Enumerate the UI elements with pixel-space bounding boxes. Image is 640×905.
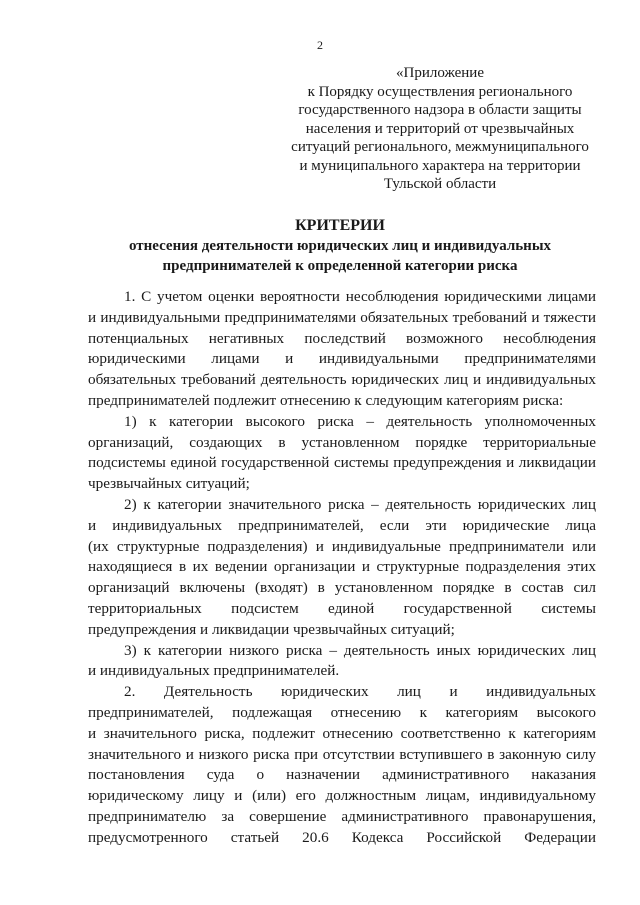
appendix-line: ситуаций регионального, межмуниципального [291,139,589,155]
appendix-line: «Приложение [395,65,484,81]
body-line: юридическими лицами и индивидуальными предпринимателями [88,350,596,368]
appendix-line: населения и территорий от чрезвычайных [305,120,575,137]
body-line: 1) к категории высокого риска – деятельность уполномоченных [124,412,596,430]
appendix-line: государственного надзора в области защиты [298,102,582,118]
document-subtitle [60,236,620,276]
body-line: 2. Деятельность юридических лиц и индивидуальных [124,683,596,701]
document-title-block [60,216,620,276]
body-line: подсистемы единой государственной системы предупреждения и ликвидации [88,454,596,472]
page-number: 2 [317,38,323,52]
body-line: организаций включены (входят) в установленном порядке в состав сил [88,579,596,597]
body-line: предпринимателей подлежит отнесению к следующим категориям риска: [88,391,564,409]
body-line: значительного и низкого риска при отсутствии вступившего в законную силу [88,745,596,763]
body-line: и индивидуальных предпринимателей. [88,662,340,680]
body-line: юридическому лицу и (или) его должностным лицам, индивидуальному [88,787,596,805]
document-title: КРИТЕРИИ [295,217,385,234]
body-line: (их структурные подразделения) и индивидуальные предприниматели или [88,537,596,555]
body-line: и значительного риска, подлежит отнесению соответственно к категориям [88,724,596,742]
appendix-line: к Порядку осуществления регионального [307,83,573,100]
body-line: предпринимателей, подлежащая отнесению к категориям высокого [88,703,596,721]
document-body [88,287,596,849]
body-line: 1. С учетом оценки вероятности несоблюдения юридическими лицами [124,288,596,305]
body-line: находящиеся в их ведении организации и структурные подразделения этих [88,558,596,576]
body-line: потенциальных негативных последствий возможного несоблюдения [88,329,596,347]
body-line: постановления суда о назначении административного наказания [88,766,596,784]
body-line: предпринимателю за совершение административного правонарушения, [88,807,596,825]
body-line: организаций, создающих в установленном порядке территориальные [88,433,596,451]
body-line: предупреждения и ликвидации чрезвычайных ситуаций; [88,620,455,638]
subtitle-line: предпринимателей к определенной категории риска [162,258,518,274]
subtitle-line: отнесения деятельности юридических лиц и индивидуальных [128,238,552,254]
body-line: предусмотренного статьей 20.6 Кодекса Российской Федерации [88,828,596,846]
body-line: и индивидуальными предпринимателями обязательных требований и тяжести [88,308,596,326]
appendix-header [270,64,610,194]
body-line: территориальных подсистем единой государственной системы [88,599,596,617]
body-line: 3) к категории низкого риска – деятельность иных юридических лиц [124,641,596,659]
appendix-line: и муниципального характера на территории [299,157,581,174]
body-line: 2) к категории значительного риска – деятельность юридических лиц [124,495,596,513]
body-line: обязательных требований деятельность юридических лиц и индивидуальных [88,371,596,389]
body-line: чрезвычайных ситуаций; [88,475,250,493]
appendix-line: Тульской области [383,176,497,192]
body-line: и индивидуальных предпринимателей, если эти юридические лица [88,516,596,534]
